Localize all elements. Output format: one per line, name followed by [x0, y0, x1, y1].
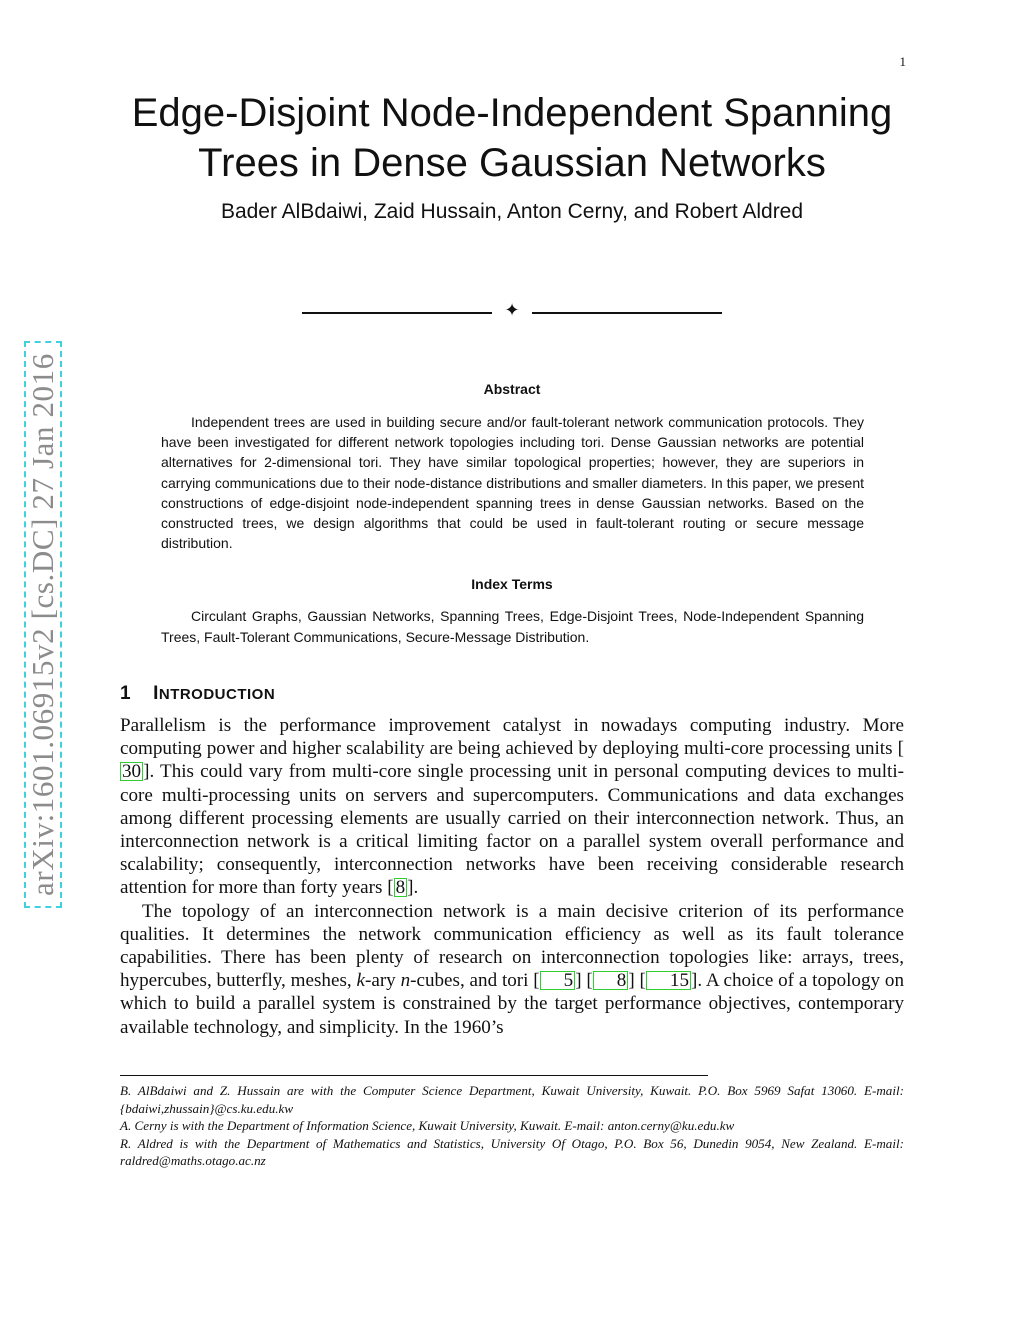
text-run: ] [	[575, 970, 593, 992]
footnote-affiliation-1: B. AlBdaiwi and Z. Hussain are with the Computer Science Department, Kuwait University, Kuwait. P.O. Box 5969 Safat 13060. E-mail: {bdaiwi,zhussain}@cs.ku.edu.kw	[120, 1083, 904, 1116]
author-list: Bader AlBdaiwi, Zaid Hussain, Anton Cerny, and Robert Aldred	[220, 200, 804, 223]
arxiv-identifier-stamp[interactable]: arXiv:1601.06915v2 [cs.DC] 27 Jan 2016	[24, 341, 62, 908]
footnote-affiliation-3: R. Aldred is with the Department of Mathematics and Statistics, University Of Otago, P.O. Box 56, Dunedin 9054, New Zealand. E-mail: raldred@maths.otago.ac.nz	[120, 1135, 904, 1169]
divider-line-right	[532, 312, 722, 314]
text-run: ]. A choice of a topology on which to build a parallel system is constrained by the target performance objectives, contemporary available technology, and simplicity. In the 1960’s	[120, 970, 904, 1038]
text-run: -ary	[364, 970, 401, 992]
divider-line-left	[302, 312, 492, 314]
paper-title	[100, 88, 924, 188]
section-number: 1	[120, 683, 132, 704]
paragraph-2	[120, 900, 904, 1039]
section-divider	[302, 302, 722, 324]
text-run: Parallelism is the performance improvement catalyst in nowadays computing industry. More computing power and higher scalability are being achieved by deploying multi-core processing units [	[120, 715, 904, 760]
text-run: The topology of an interconnection network is a main decisive criterion of its performance qualities. It determines the network communication efficiency as well as its fault tolerance capabilities. There has been plenty of research on interconnection topologies like: arrays, trees, hypercubes, butterfly, meshes,	[120, 900, 904, 992]
citation-link-15[interactable]: 15	[646, 971, 691, 990]
citation-link-8[interactable]: 8	[593, 971, 629, 990]
citation-link-30[interactable]: 30	[122, 761, 142, 783]
four-point-star-icon: ✦	[504, 300, 520, 320]
citation-link-8[interactable]: 8	[395, 877, 406, 899]
index-terms-heading: Index Terms	[471, 576, 553, 592]
section-title-initial: I	[153, 683, 159, 704]
abstract-text: Independent trees are used in building secure and/or fault-tolerant network communication protocols. They have been investigated for different network topologies including tori. Dense Gaussian networks are potential alternatives for 2-dimensional tori. They have similar topological properties; however, they are superiors in carrying communications due to their node-distance distributions and smaller diameters. In this paper, we present constructions of edge-disjoint node-independent spanning trees in dense Gaussian networks. Based on the constructed trees, we design algorithms that could be used in fault-tolerant routing or secure message distribution.	[161, 414, 864, 552]
text-run: -cubes, and tori [	[410, 970, 540, 992]
section-title-smallcaps: NTRODUCTION	[158, 686, 276, 703]
index-terms-text: Circulant Graphs, Gaussian Networks, Spanning Trees, Edge-Disjoint Trees, Node-Independent Spanning Trees, Fault-Tolerant Communications, Secure-Message Distribution.	[161, 608, 864, 645]
citation-link-5[interactable]: 5	[540, 971, 576, 990]
footnote-rule	[120, 1075, 708, 1076]
footnote-affiliation-2: A. Cerny is with the Department of Information Science, Kuwait University, Kuwait. E-mail: anton.cerny@ku.edu.kw	[120, 1118, 735, 1134]
text-run: ].	[407, 877, 419, 899]
text-run: ] [	[628, 970, 646, 992]
math-variable-n: n	[400, 970, 411, 992]
math-variable-k: k	[356, 970, 365, 992]
text-run: ]. This could vary from multi-core single processing unit in personal computing devices to multi-core multi-processing units on servers and supercomputers. Communications and data exchanges among different processing elements are usually carried on their interconnection network. Thus, an interconnection network is a critical limiting factor on a parallel system overall performance and scalability; consequently, interconnection networks have been receiving considerable research attention for more than forty years [	[120, 761, 904, 899]
page-number: 1	[899, 54, 906, 69]
introduction-body	[120, 714, 904, 1039]
paragraph-1	[120, 714, 904, 900]
abstract-heading: Abstract	[483, 381, 541, 397]
title-line-1: Edge-Disjoint Node-Independent Spanning	[131, 91, 893, 135]
section-heading-introduction	[120, 683, 275, 705]
title-line-2: Trees in Dense Gaussian Networks	[198, 141, 826, 185]
footnotes	[120, 1082, 904, 1170]
